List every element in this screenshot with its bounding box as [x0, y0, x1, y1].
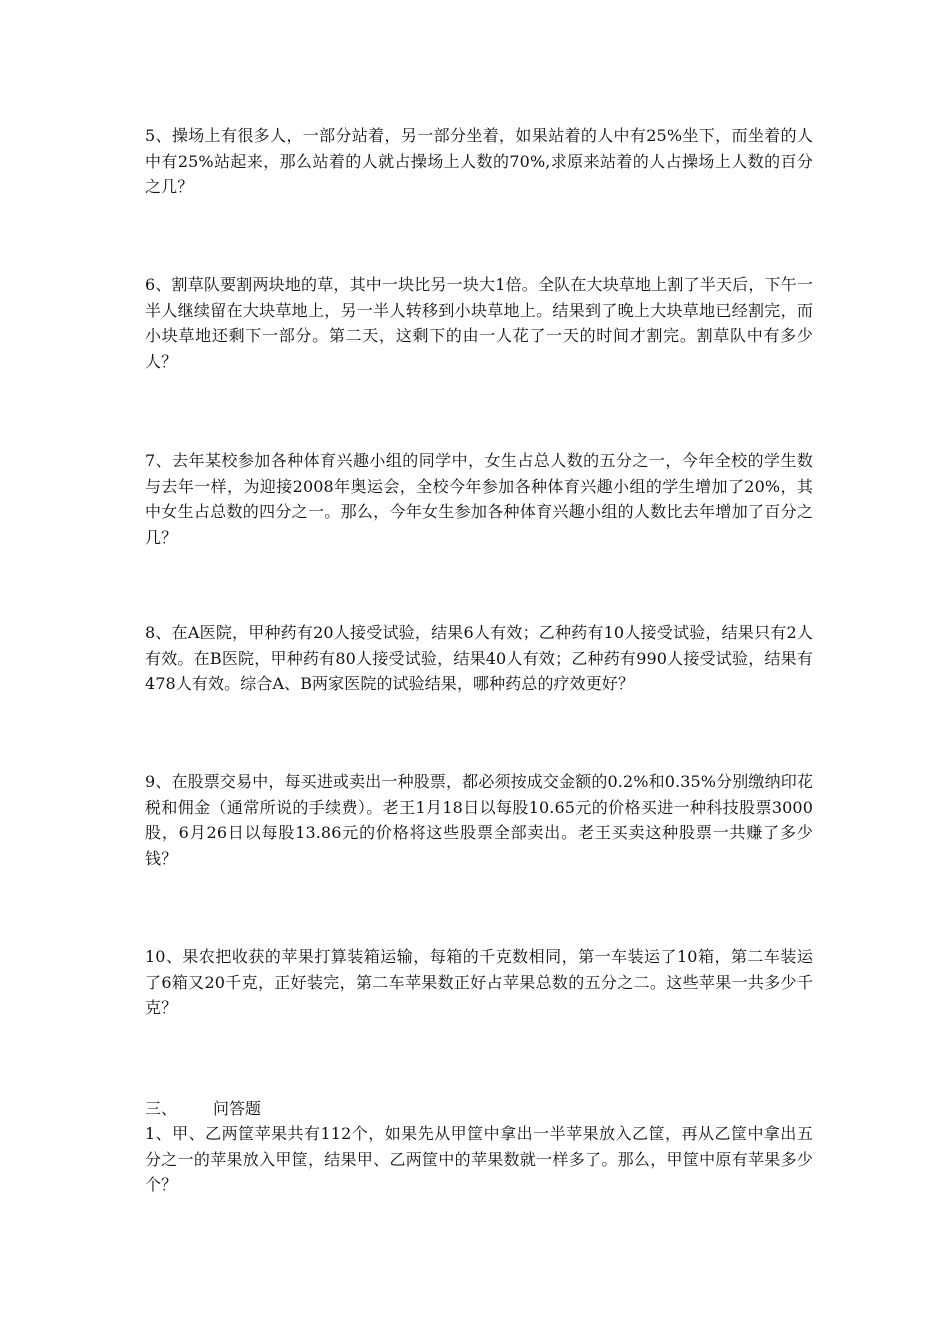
problem-6: 6、割草队要割两块地的草，其中一块比另一块大1倍。全队在大块草地上割了半天后，下午一半人继续留在大块草地上，另一半人转移到小块草地上。结果到了晚上大块草地已经割完，而小块草地还剩下一部分。第二天，这剩下的由一人花了一天的时间才割完。割草队中有多少人？: [145, 275, 813, 371]
problem-5: 5、操场上有很多人，一部分站着，另一部分坐着，如果站着的人中有25%坐下，而坐着的人中有25%站起来，那么站着的人就占操场上人数的70%,求原来站着的人占操场上人数的百分之几？: [145, 126, 813, 196]
problem-10: 10、果农把收获的苹果打算装箱运输，每箱的千克数相同，第一车装运了10箱，第二车装运了6箱又20千克，正好装完，第二车苹果数正好占苹果总数的五分之二。这些苹果一共多少千克？: [145, 947, 813, 1017]
section-heading: [145, 1096, 261, 1122]
problem-9: 9、在股票交易中，每买进或卖出一种股票，都必须按成交金额的0.2%和0.35%分别缴纳印花税和佣金（通常所说的手续费）。老王1月18日以每股10.65元的价格买进一种科技股票3000股，6月26日以每股13.86元的价格将这些股票全部卖出。老王买卖这种股票一共赚了多少钱？: [145, 772, 813, 868]
section-number: 三、: [145, 1099, 178, 1118]
problem-8: 8、在A医院，甲种药有20人接受试验，结果6人有效；乙种药有10人接受试验，结果只有2人有效。在B医院，甲种药有80人接受试验，结果40人有效；乙种药有990人接受试验，结果有478人有效。综合A、B两家医院的试验结果，哪种药总的疗效更好？: [145, 623, 813, 693]
problem-7: 7、去年某校参加各种体育兴趣小组的同学中，女生占总人数的五分之一，今年全校的学生数与去年一样，为迎接2008年奥运会，全校今年参加各种体育兴趣小组的学生增加了20%，其中女生占总数的四分之一。那么，今年女生参加各种体育兴趣小组的人数比去年增加了百分之几？: [145, 451, 813, 547]
section-title: 问答题: [213, 1099, 262, 1118]
question-1: 1、甲、乙两筐苹果共有112个，如果先从甲筐中拿出一半苹果放入乙筐，再从乙筐中拿出五分之一的苹果放入甲筐，结果甲、乙两筐中的苹果数就一样多了。那么，甲筐中原有苹果多少个？: [145, 1124, 813, 1194]
